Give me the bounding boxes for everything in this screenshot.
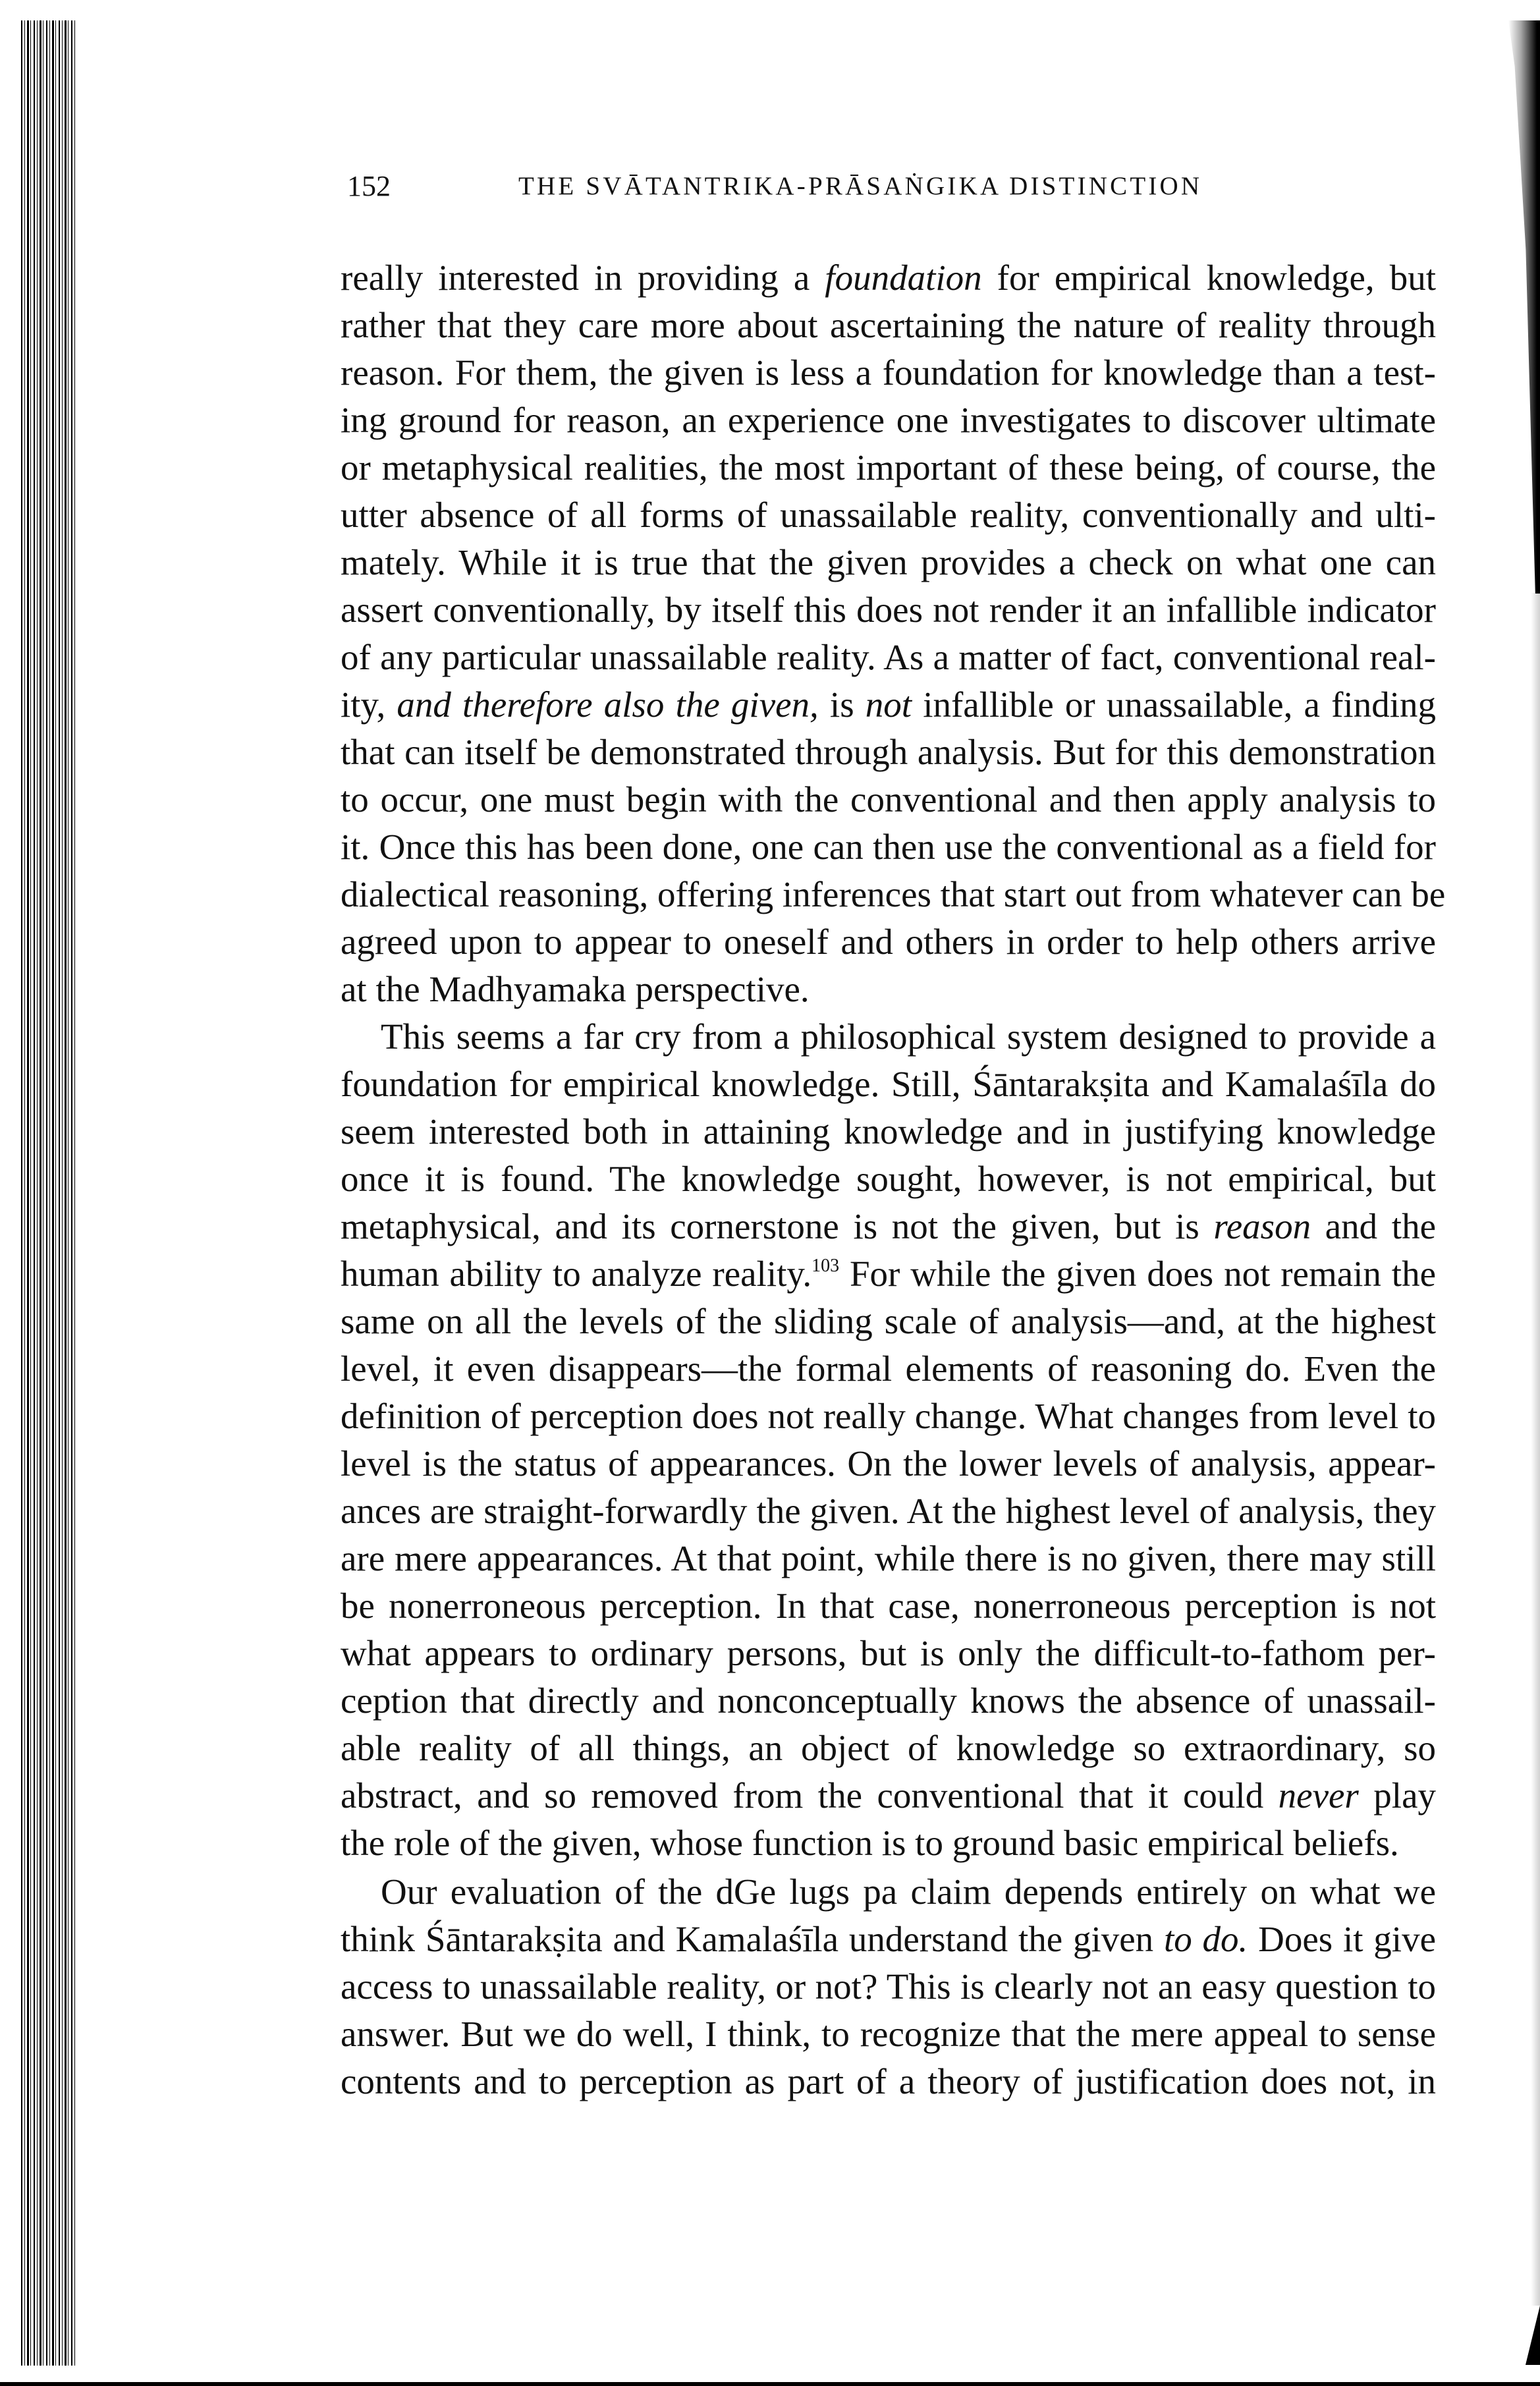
text-run: utter absence of all forms of unassailable reality, conventionally and ulti- xyxy=(341,495,1436,535)
text-line xyxy=(341,823,1436,871)
text-run: that can itself be demonstrated through analysis. But for this demonstration xyxy=(341,732,1436,772)
text-run: For while the given does not remain the xyxy=(839,1254,1436,1294)
text-run: play xyxy=(1358,1775,1436,1816)
text-line xyxy=(341,1298,1436,1345)
running-title: THE SVĀTANTRIKA-PRĀSAṄGIKA DISTINCTION xyxy=(518,172,1203,200)
paragraph-1 xyxy=(341,254,1446,1013)
text-run: assert conventionally, by itself this does not render it an infallible indicator xyxy=(341,590,1436,630)
text-run: metaphysical, and its cornerstone is not the given, but is xyxy=(341,1206,1214,1246)
text-run: ity, xyxy=(341,684,397,725)
text-line xyxy=(341,2058,1436,2105)
text-line xyxy=(341,1725,1436,1772)
text-run: what appears to ordinary persons, but is only the difficult-to-fathom per- xyxy=(341,1633,1436,1673)
italic-emphasis: not xyxy=(865,684,912,725)
text-run: access to unassailable reality, or not? This is clearly not an easy question to xyxy=(341,1966,1436,2007)
body-text xyxy=(341,254,1446,2105)
text-run: human ability to analyze reality. xyxy=(341,1254,812,1294)
text-run: foundation for empirical knowledge. Still, Śāntarakṣita and Kamalaśīla do xyxy=(341,1064,1436,1104)
footnote-marker: 103 xyxy=(811,1256,840,1276)
text-run: mately. While it is true that the given provides a check on what one can xyxy=(341,542,1436,582)
text-run: once it is found. The knowledge sought, however, is not empirical, but xyxy=(341,1159,1436,1199)
text-line xyxy=(341,1013,1436,1061)
italic-emphasis: foundation xyxy=(825,258,982,298)
text-line xyxy=(341,729,1436,776)
text-run: seem interested both in attaining knowledge and in justifying knowledge xyxy=(341,1111,1436,1151)
text-line xyxy=(341,491,1436,539)
text-line xyxy=(341,586,1436,634)
scan-bottom-border xyxy=(0,2382,1540,2386)
text-line xyxy=(341,871,1446,918)
page-number: 152 xyxy=(347,170,391,202)
text-run: abstract, and so removed from the conventional that it could xyxy=(341,1775,1279,1816)
paragraph-2 xyxy=(341,1013,1436,1867)
text-run: is xyxy=(818,684,866,725)
text-line xyxy=(341,254,1436,302)
text-run: be nonerroneous perception. In that case, nonerroneous perception is not xyxy=(341,1586,1436,1626)
text-run: the role of the given, whose function is to ground basic empirical beliefs. xyxy=(341,1823,1399,1863)
text-run: level, it even disappears—the formal elements of reasoning do. Even the xyxy=(341,1348,1436,1389)
text-run: to occur, one must begin with the conventional and then apply analysis to xyxy=(341,779,1436,819)
text-line xyxy=(341,1108,1436,1155)
text-run: of any particular unassailable reality. As a matter of fact, conventional real- xyxy=(341,637,1436,677)
italic-emphasis: to do. xyxy=(1163,1919,1248,1959)
scan-page-edge-shadow xyxy=(1508,20,1540,594)
text-run: it. Once this has been done, one can then use the conventional as a field for xyxy=(341,827,1436,867)
italic-emphasis: and therefore also the given, xyxy=(397,684,819,725)
text-line xyxy=(341,1155,1436,1203)
text-line xyxy=(341,539,1436,586)
text-run: definition of perception does not really change. What changes from level to xyxy=(341,1396,1436,1436)
text-run: think Śāntarakṣita and Kamalaśīla understand the given xyxy=(341,1919,1164,1959)
text-line xyxy=(341,2011,1436,2058)
text-run: and the xyxy=(1311,1206,1436,1246)
text-line xyxy=(341,1677,1436,1725)
text-line xyxy=(341,349,1436,397)
text-line xyxy=(341,1630,1436,1677)
text-line xyxy=(341,918,1436,966)
text-run: are mere appearances. At that point, while there is no given, there may still xyxy=(341,1538,1436,1578)
text-line xyxy=(341,397,1436,444)
text-run: rather that they care more about ascertaining the nature of reality through xyxy=(341,305,1436,345)
text-run: dialectical reasoning, offering inferences that start out from whatever can be xyxy=(341,874,1446,914)
text-line xyxy=(341,1061,1436,1108)
text-line xyxy=(341,1203,1436,1250)
scan-page-corner-shadow xyxy=(1526,2306,1540,2365)
text-run: ception that directly and nonconceptually knows the absence of unassail- xyxy=(341,1680,1436,1721)
text-run: ing ground for reason, an experience one investigates to discover ultimate xyxy=(341,400,1436,440)
text-run: able reality of all things, an object of knowledge so extraordinary, so xyxy=(341,1728,1436,1768)
text-line xyxy=(341,1393,1436,1440)
text-line xyxy=(341,1535,1436,1582)
text-line xyxy=(341,302,1436,349)
text-line xyxy=(341,1963,1436,2011)
text-line xyxy=(341,1819,1436,1867)
text-line xyxy=(341,1250,1436,1298)
text-run: same on all the levels of the sliding scale of analysis—and, at the highest xyxy=(341,1301,1436,1341)
text-run: reason. For them, the given is less a foundation for knowledge than a test- xyxy=(341,352,1436,393)
text-run: agreed upon to appear to oneself and others in order to help others arrive xyxy=(341,922,1436,962)
text-line xyxy=(341,966,1436,1013)
text-line xyxy=(341,681,1436,729)
text-run: Does it give xyxy=(1248,1919,1437,1959)
paragraph-3 xyxy=(341,1868,1436,2105)
text-run: contents and to perception as part of a theory of justification does not, in xyxy=(341,2061,1436,2101)
text-line xyxy=(341,1345,1436,1393)
text-run: infallible or unassailable, a finding xyxy=(912,684,1436,725)
text-run: for empirical knowledge, but xyxy=(981,258,1436,298)
text-run: Our evaluation of the dGe lugs pa claim depends entirely on what we xyxy=(381,1872,1436,1912)
text-line xyxy=(341,1916,1436,1963)
scan-page-edge-shade xyxy=(1531,593,1540,2306)
text-run: ances are straight-forwardly the given. At the highest level of analysis, they xyxy=(341,1491,1436,1531)
running-header xyxy=(347,170,1435,203)
text-line xyxy=(341,634,1436,681)
text-run: This seems a far cry from a philosophical system designed to provide a xyxy=(381,1016,1436,1057)
text-run: really interested in providing a xyxy=(341,258,825,298)
text-line xyxy=(341,1440,1436,1487)
text-run: or metaphysical realities, the most important of these being, of course, the xyxy=(341,447,1436,487)
text-line xyxy=(341,444,1436,491)
text-line xyxy=(341,1582,1436,1630)
text-run: level is the status of appearances. On the lower levels of analysis, appear- xyxy=(341,1443,1436,1484)
text-line xyxy=(341,1487,1436,1535)
text-line xyxy=(341,776,1436,823)
text-run: answer. But we do well, I think, to recognize that the mere appeal to sense xyxy=(341,2014,1436,2054)
italic-emphasis: reason xyxy=(1213,1206,1311,1246)
italic-emphasis: never xyxy=(1278,1775,1359,1816)
scan-binding-edge xyxy=(21,20,75,2366)
text-line xyxy=(341,1868,1436,1916)
text-run: at the Madhyamaka perspective. xyxy=(341,969,810,1009)
text-line xyxy=(341,1772,1436,1819)
